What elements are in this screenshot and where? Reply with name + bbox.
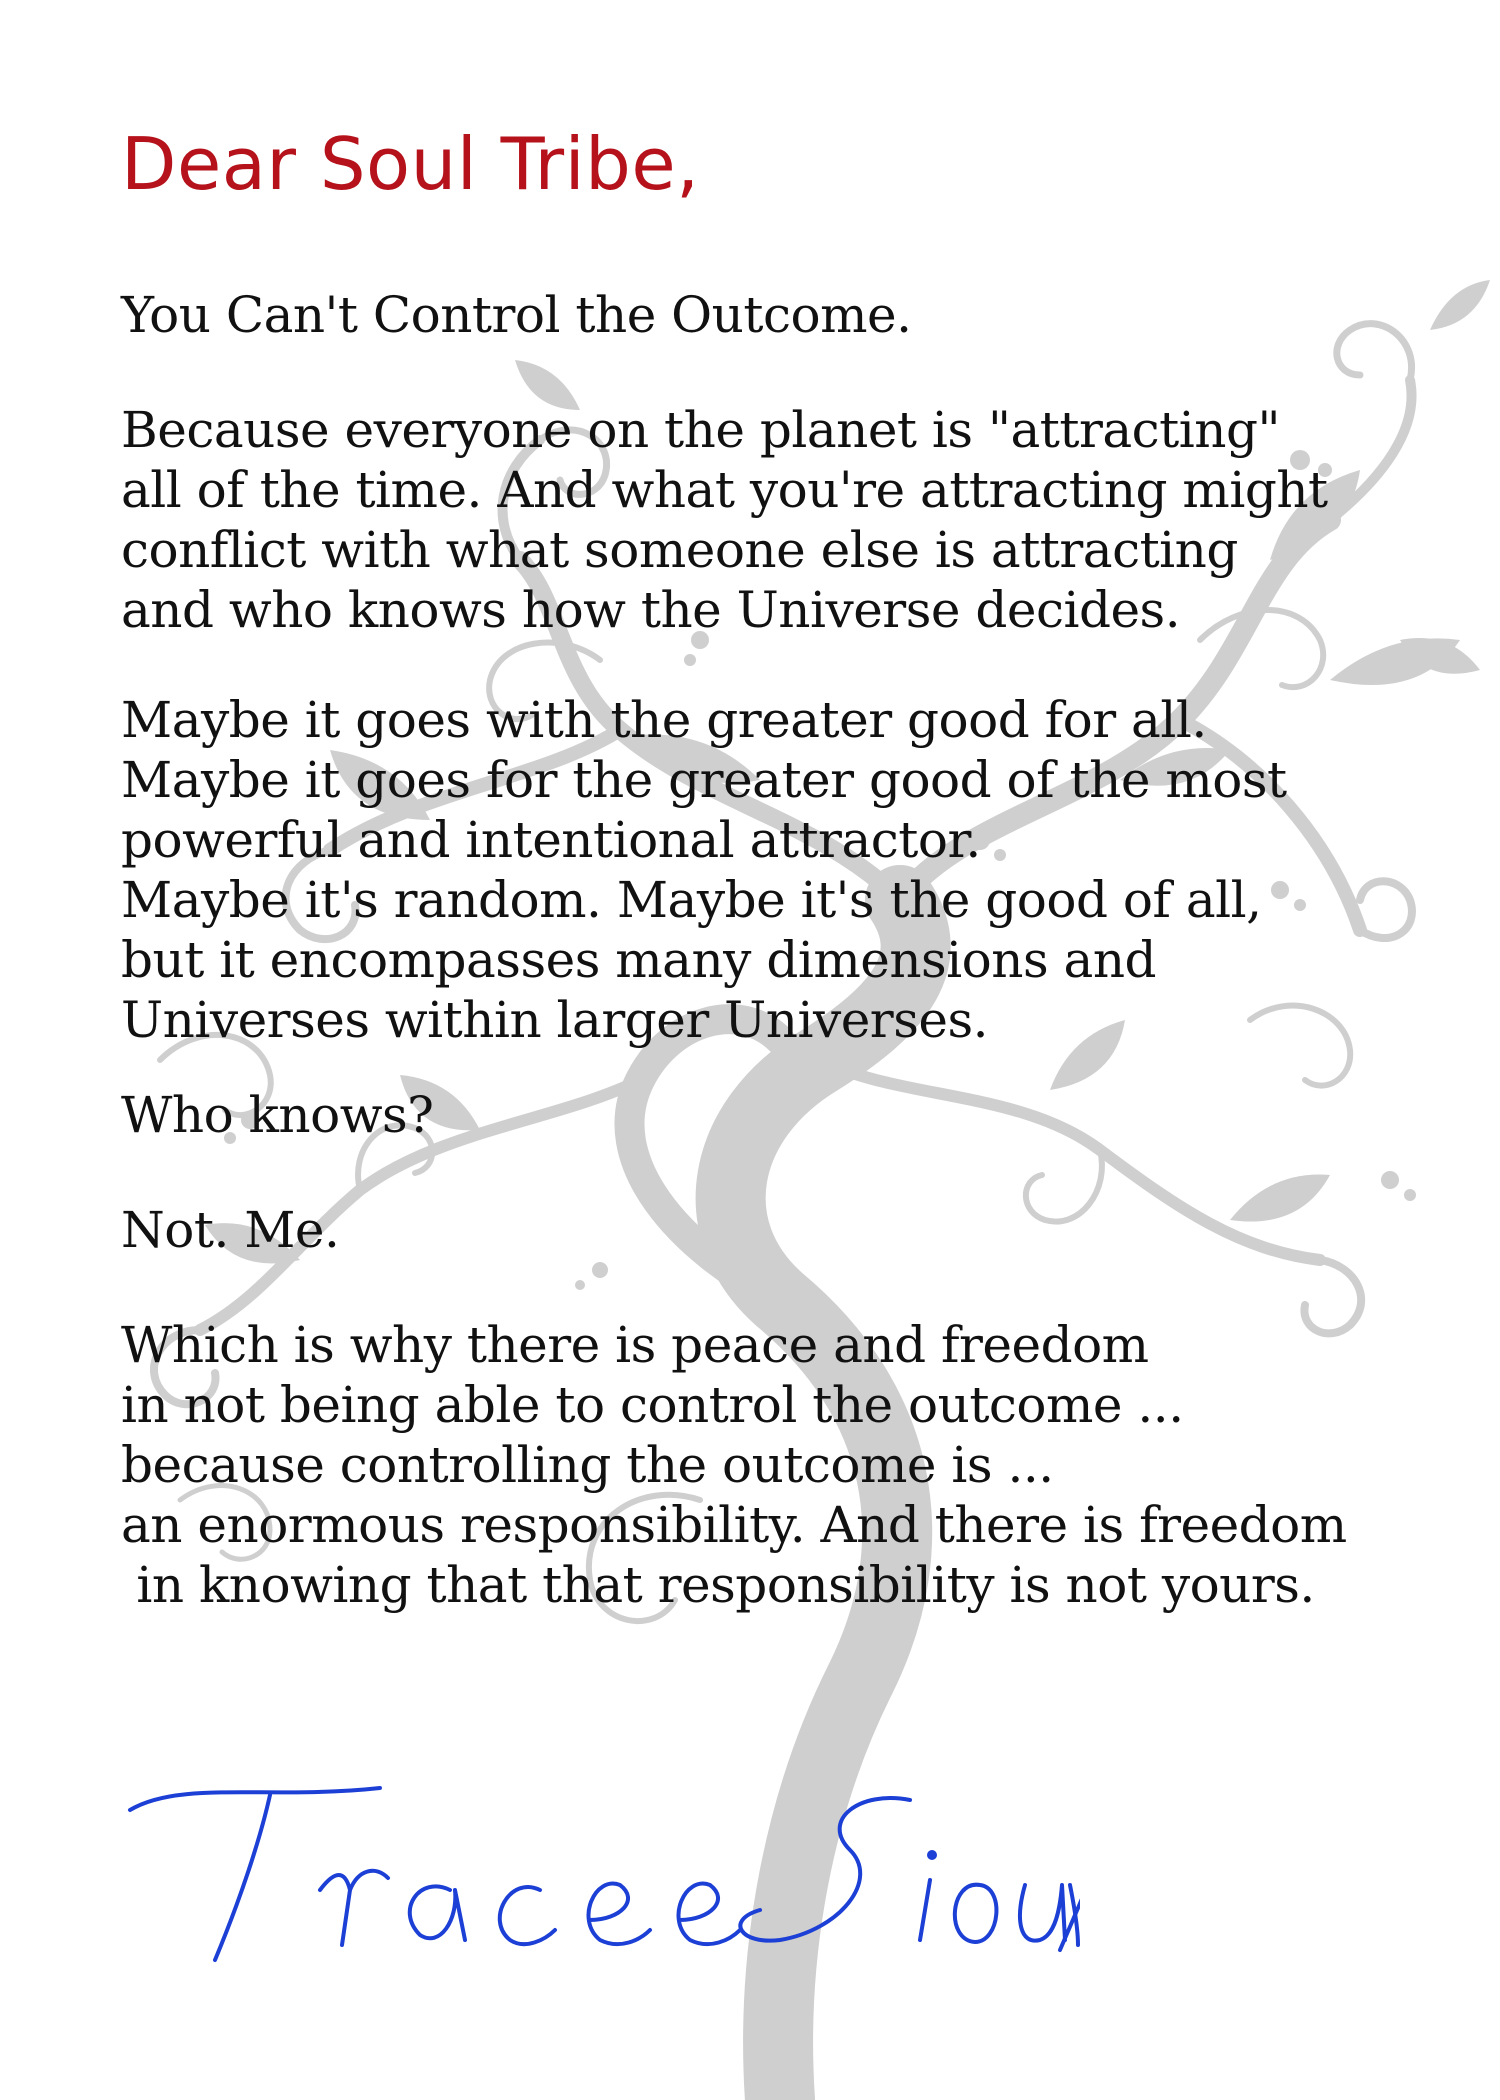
letter-line: because controlling the outcome is ... [121,1436,1054,1494]
paragraph [121,1200,339,1260]
letter-line: powerful and intentional attractor. [121,811,981,869]
letter-line: Maybe it goes with the greater good for all. [121,691,1207,749]
paragraph [121,690,1287,1050]
signature [120,1770,1080,1970]
letter-line: Because everyone on the planet is "attracting" [121,401,1280,459]
letter-line: an enormous responsibility. And there is freedom [121,1496,1347,1554]
paragraph [121,1085,433,1145]
letter-line: but it encompasses many dimensions and [121,931,1157,989]
letter-line: and who knows how the Universe decides. [121,581,1181,639]
greeting-heading: Dear Soul Tribe, [121,122,700,206]
letter-line: Universes within larger Universes. [121,991,989,1049]
letter-line: Who knows? [121,1086,434,1144]
letter-line: in not being able to control the outcome ... [121,1376,1184,1434]
letter-line: Not. Me. [121,1201,340,1259]
letter-line: in knowing that that responsibility is not yours. [121,1556,1315,1614]
paragraph [121,1315,1347,1615]
letter-line: You Can't Control the Outcome. [121,286,912,344]
paragraph [121,285,911,345]
letter-line: conflict with what someone else is attracting [121,521,1238,579]
letter-line: all of the time. And what you're attracting might [121,461,1328,519]
letter-line: Which is why there is peace and freedom [121,1316,1149,1374]
letter-line: Maybe it goes for the greater good of the most [121,751,1287,809]
paragraph [121,400,1328,640]
letter-line: Maybe it's random. Maybe it's the good of all, [121,871,1262,929]
